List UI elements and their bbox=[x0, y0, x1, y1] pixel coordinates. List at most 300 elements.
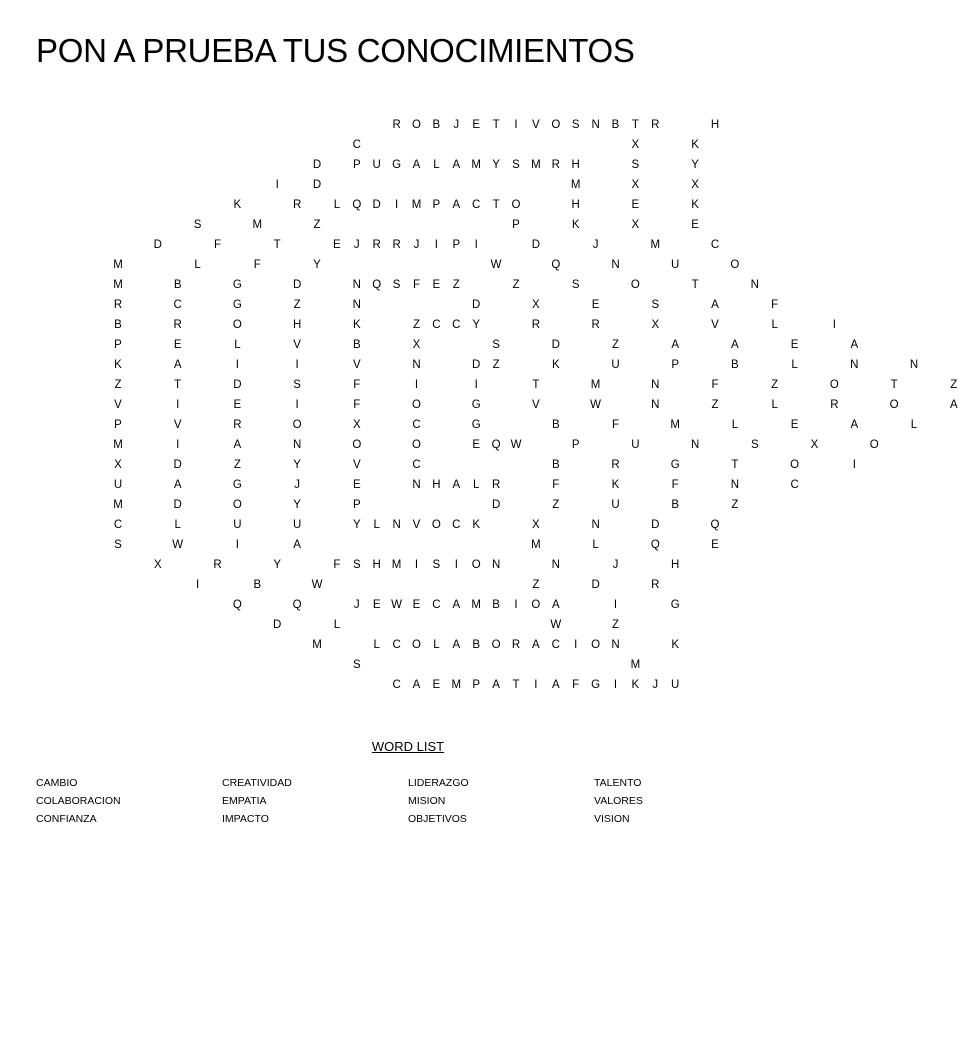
grid-letter: H bbox=[710, 119, 720, 131]
grid-letter: M bbox=[252, 219, 263, 231]
grid-letter: P bbox=[352, 159, 361, 171]
grid-letter: D bbox=[312, 159, 322, 171]
grid-letter: N bbox=[352, 279, 361, 291]
grid-letter: O bbox=[511, 199, 521, 211]
grid-letter: L bbox=[174, 519, 181, 531]
grid-letter: L bbox=[731, 419, 739, 431]
grid-letter: U bbox=[631, 439, 640, 451]
grid-letter: S bbox=[193, 219, 202, 231]
grid-letter: L bbox=[472, 479, 480, 491]
grid-letter: M bbox=[113, 259, 123, 271]
word-list-item: CONFIANZA bbox=[36, 813, 97, 825]
grid-letter: S bbox=[571, 119, 580, 131]
grid-letter: C bbox=[452, 319, 461, 331]
grid-letter: I bbox=[295, 359, 299, 371]
grid-letter: Q bbox=[491, 439, 501, 451]
grid-letter: B bbox=[611, 119, 620, 131]
grid-letter: E bbox=[472, 119, 481, 131]
grid-letter: J bbox=[612, 559, 619, 571]
grid-letter: Q bbox=[352, 199, 362, 211]
grid-letter: V bbox=[293, 339, 301, 351]
word-list-item: LIDERAZGO bbox=[408, 777, 469, 789]
grid-letter: V bbox=[352, 359, 361, 371]
grid-letter: O bbox=[869, 439, 879, 451]
grid-letter: F bbox=[611, 419, 620, 431]
word-list-item: CAMBIO bbox=[36, 777, 78, 789]
grid-letter: C bbox=[113, 519, 123, 531]
grid-letter: A bbox=[671, 339, 680, 351]
grid-letter: Z bbox=[552, 499, 560, 511]
grid-letter: Q bbox=[650, 539, 660, 551]
grid-letter: U bbox=[671, 679, 680, 691]
grid-letter: E bbox=[790, 419, 799, 431]
grid-letter: H bbox=[292, 319, 302, 331]
grid-letter: E bbox=[432, 679, 441, 691]
grid-letter: V bbox=[532, 119, 540, 131]
grid-letter: C bbox=[412, 419, 421, 431]
grid-letter: H bbox=[571, 199, 580, 211]
grid-letter: W bbox=[172, 539, 184, 551]
grid-letter: I bbox=[534, 679, 538, 691]
grid-letter: P bbox=[472, 679, 481, 691]
grid-letter: Z bbox=[611, 619, 620, 631]
grid-letter: B bbox=[472, 639, 481, 651]
grid-letter: A bbox=[850, 419, 859, 431]
grid-letter: P bbox=[432, 199, 441, 211]
grid-letter: N bbox=[412, 359, 421, 371]
grid-letter: H bbox=[671, 559, 680, 571]
grid-letter: M bbox=[471, 159, 481, 171]
grid-letter: U bbox=[113, 479, 123, 491]
grid-letter: I bbox=[514, 119, 518, 131]
grid-letter: S bbox=[571, 279, 580, 291]
grid-letter: O bbox=[829, 379, 839, 391]
grid-letter: E bbox=[472, 439, 481, 451]
grid-letter: A bbox=[949, 399, 958, 411]
grid-letter: G bbox=[232, 279, 242, 291]
grid-letter: O bbox=[491, 639, 501, 651]
grid-letter: S bbox=[114, 539, 122, 551]
grid-letter: R bbox=[491, 479, 501, 491]
grid-letter: M bbox=[531, 539, 541, 551]
grid-letter: A bbox=[711, 299, 719, 311]
grid-letter: O bbox=[412, 439, 421, 451]
grid-letter: I bbox=[514, 599, 518, 611]
grid-letter: O bbox=[471, 559, 481, 571]
grid-letter: D bbox=[591, 579, 600, 591]
grid-letter: S bbox=[492, 339, 500, 351]
grid-letter: X bbox=[532, 519, 540, 531]
grid-letter: B bbox=[352, 339, 361, 351]
grid-letter: O bbox=[412, 399, 421, 411]
grid-letter: O bbox=[551, 119, 561, 131]
grid-letter: S bbox=[432, 559, 441, 571]
grid-letter: I bbox=[414, 379, 419, 391]
grid-letter: C bbox=[710, 239, 720, 251]
grid-letter: R bbox=[531, 319, 541, 331]
grid-letter: A bbox=[551, 679, 560, 691]
grid-letter: M bbox=[113, 279, 123, 291]
grid-letter: U bbox=[233, 519, 242, 531]
grid-letter: S bbox=[352, 659, 361, 671]
grid-letter: T bbox=[691, 279, 699, 291]
grid-letter: C bbox=[452, 519, 461, 531]
grid-letter: I bbox=[613, 679, 618, 691]
grid-letter: I bbox=[454, 559, 458, 571]
grid-letter: Z bbox=[293, 299, 301, 311]
grid-letter: B bbox=[114, 319, 122, 331]
grid-letter: W bbox=[311, 579, 323, 591]
grid-letter: F bbox=[771, 299, 779, 311]
grid-letter: T bbox=[890, 379, 898, 391]
grid-letter: S bbox=[512, 159, 520, 171]
grid-letter: Z bbox=[492, 359, 500, 371]
grid-letter: T bbox=[174, 379, 182, 391]
grid-letter: J bbox=[453, 119, 460, 131]
grid-letter: M bbox=[113, 439, 123, 451]
grid-letter: E bbox=[333, 239, 341, 251]
grid-letter: J bbox=[294, 479, 300, 491]
grid-letter: Y bbox=[313, 259, 321, 271]
grid-letter: M bbox=[411, 199, 422, 211]
grid-letter: C bbox=[392, 679, 401, 691]
grid-letter: F bbox=[253, 259, 261, 271]
grid-letter: F bbox=[353, 399, 361, 411]
grid-letter: C bbox=[392, 639, 401, 651]
grid-letter: N bbox=[352, 299, 361, 311]
grid-letter: I bbox=[474, 379, 478, 391]
grid-letter: K bbox=[631, 679, 640, 691]
grid-letter: Z bbox=[313, 219, 321, 231]
grid-letter: P bbox=[114, 339, 122, 351]
grid-letter: N bbox=[909, 359, 919, 371]
grid-letter: P bbox=[671, 359, 680, 371]
grid-letter: M bbox=[650, 239, 661, 251]
grid-letter: A bbox=[452, 639, 461, 651]
grid-letter: A bbox=[452, 199, 461, 211]
grid-letter: U bbox=[292, 519, 302, 531]
grid-letter: N bbox=[730, 479, 740, 491]
grid-letter: N bbox=[392, 519, 401, 531]
grid-letter: G bbox=[670, 599, 680, 611]
grid-letter: I bbox=[176, 439, 180, 451]
grid-letter: X bbox=[810, 439, 819, 451]
grid-letter: A bbox=[233, 439, 242, 451]
grid-letter: R bbox=[113, 299, 123, 311]
grid-letter: D bbox=[173, 459, 182, 471]
grid-letter: D bbox=[233, 379, 242, 391]
grid-letter: K bbox=[671, 639, 680, 651]
grid-letter: Z bbox=[731, 499, 739, 511]
grid-letter: I bbox=[574, 639, 578, 651]
grid-letter: S bbox=[631, 159, 640, 171]
grid-letter: T bbox=[273, 239, 281, 251]
grid-letter: M bbox=[113, 499, 123, 511]
grid-letter: O bbox=[232, 319, 242, 331]
grid-letter: R bbox=[591, 319, 600, 331]
grid-letter: R bbox=[173, 319, 182, 331]
grid-letter: D bbox=[531, 239, 541, 251]
word-list-heading: WORD LIST bbox=[371, 739, 445, 754]
grid-letter: Y bbox=[352, 519, 361, 531]
grid-letter: O bbox=[531, 599, 541, 611]
grid-letter: E bbox=[372, 599, 381, 611]
grid-letter: I bbox=[275, 179, 279, 191]
grid-letter: D bbox=[551, 339, 560, 351]
grid-letter: C bbox=[173, 299, 182, 311]
grid-letter: L bbox=[771, 399, 778, 411]
grid-letter: Q bbox=[232, 599, 242, 611]
grid-letter: I bbox=[235, 359, 239, 371]
grid-letter: M bbox=[570, 179, 581, 191]
grid-letter: Z bbox=[412, 319, 421, 331]
grid-letter: O bbox=[591, 639, 601, 651]
grid-letter: U bbox=[611, 359, 620, 371]
grid-letter: D bbox=[491, 499, 501, 511]
grid-letter: P bbox=[114, 419, 122, 431]
grid-letter: S bbox=[651, 299, 660, 311]
grid-letter: L bbox=[592, 539, 599, 551]
grid-letter: T bbox=[492, 199, 500, 211]
grid-letter: O bbox=[352, 439, 362, 451]
grid-letter: L bbox=[433, 159, 440, 171]
grid-letter: N bbox=[551, 559, 560, 571]
grid-letter: O bbox=[292, 419, 302, 431]
grid-letter: A bbox=[731, 339, 739, 351]
grid-letter: V bbox=[532, 399, 540, 411]
grid-letter: D bbox=[312, 179, 322, 191]
grid-letter: C bbox=[432, 599, 441, 611]
grid-letter: Y bbox=[691, 159, 699, 171]
grid-letter: X bbox=[631, 179, 640, 191]
word-list-item: EMPATIA bbox=[222, 795, 267, 807]
grid-letter: W bbox=[391, 599, 403, 611]
word-list-item: CREATIVIDAD bbox=[222, 777, 292, 789]
grid-letter: Z bbox=[532, 579, 540, 591]
grid-letter: V bbox=[352, 459, 361, 471]
word-list-item: MISION bbox=[408, 795, 446, 807]
grid-letter: B bbox=[731, 359, 739, 371]
grid-letter: I bbox=[474, 239, 478, 251]
grid-letter: C bbox=[432, 319, 441, 331]
grid-letter: Y bbox=[293, 459, 301, 471]
grid-letter: B bbox=[492, 599, 500, 611]
grid-letter: S bbox=[293, 379, 301, 391]
grid-letter: Y bbox=[472, 319, 481, 331]
grid-letter: L bbox=[910, 419, 918, 431]
grid-letter: I bbox=[195, 579, 200, 591]
grid-letter: A bbox=[850, 339, 859, 351]
grid-letter: V bbox=[173, 419, 182, 431]
grid-letter: P bbox=[452, 239, 461, 251]
grid-letter: T bbox=[532, 379, 540, 391]
grid-letter: K bbox=[233, 199, 242, 211]
grid-letter: B bbox=[432, 119, 441, 131]
grid-letter: K bbox=[691, 139, 699, 151]
grid-letter: R bbox=[372, 239, 381, 251]
grid-letter: E bbox=[631, 199, 640, 211]
grid-letter: D bbox=[651, 519, 660, 531]
grid-letter: V bbox=[412, 519, 421, 531]
grid-letter: O bbox=[431, 519, 441, 531]
word-list-item: VALORES bbox=[594, 795, 643, 807]
grid-letter: G bbox=[232, 299, 242, 311]
grid-letter: F bbox=[711, 379, 719, 391]
grid-letter: N bbox=[412, 479, 421, 491]
grid-letter: I bbox=[394, 199, 399, 211]
grid-letter: W bbox=[550, 619, 562, 631]
grid-letter: R bbox=[392, 239, 401, 251]
grid-letter: L bbox=[333, 199, 341, 211]
grid-letter: T bbox=[492, 119, 500, 131]
grid-letter: G bbox=[232, 479, 242, 491]
grid-letter: I bbox=[235, 539, 239, 551]
grid-letter: X bbox=[631, 219, 640, 231]
grid-letter: A bbox=[532, 639, 540, 651]
grid-letter: L bbox=[194, 259, 201, 271]
grid-letter: R bbox=[651, 579, 660, 591]
grid-letter: N bbox=[651, 379, 660, 391]
grid-letter: Q bbox=[551, 259, 561, 271]
grid-letter: I bbox=[852, 459, 856, 471]
grid-letter: A bbox=[551, 599, 560, 611]
grid-letter: D bbox=[292, 279, 302, 291]
grid-letter: I bbox=[832, 319, 836, 331]
grid-letter: M bbox=[670, 419, 680, 431]
grid-letter: O bbox=[412, 639, 421, 651]
grid-letter: Z bbox=[114, 379, 122, 391]
grid-letter: M bbox=[590, 379, 601, 391]
grid-letter: A bbox=[412, 679, 421, 691]
grid-letter: C bbox=[790, 479, 799, 491]
grid-letter: W bbox=[590, 399, 602, 411]
grid-letter: E bbox=[233, 399, 242, 411]
grid-letter: T bbox=[731, 459, 739, 471]
grid-letter: K bbox=[114, 359, 122, 371]
grid-letter: J bbox=[592, 239, 599, 251]
grid-letter: R bbox=[511, 639, 521, 651]
grid-letter: B bbox=[253, 579, 262, 591]
grid-letter: W bbox=[490, 259, 502, 271]
grid-letter: R bbox=[392, 119, 401, 131]
word-list bbox=[36, 774, 780, 828]
grid-letter: O bbox=[232, 499, 242, 511]
grid-letter: Q bbox=[710, 519, 720, 531]
grid-letter: D bbox=[153, 239, 162, 251]
grid-letter: M bbox=[531, 159, 541, 171]
grid-letter: T bbox=[512, 679, 520, 691]
grid-letter: I bbox=[414, 559, 419, 571]
grid-letter: D bbox=[173, 499, 182, 511]
grid-letter: N bbox=[611, 639, 620, 651]
grid-letter: X bbox=[532, 299, 540, 311]
grid-letter: S bbox=[750, 439, 759, 451]
grid-letter: E bbox=[432, 279, 441, 291]
grid-letter: X bbox=[114, 459, 122, 471]
grid-letter: L bbox=[771, 319, 778, 331]
grid-letter: R bbox=[292, 199, 302, 211]
grid-letter: X bbox=[153, 559, 162, 571]
grid-letter: L bbox=[333, 619, 341, 631]
grid-letter: I bbox=[613, 599, 618, 611]
grid-letter: B bbox=[671, 499, 680, 511]
grid-letter: O bbox=[730, 259, 740, 271]
grid-letter: R bbox=[213, 559, 222, 571]
grid-letter: Z bbox=[711, 399, 719, 411]
grid-letter: L bbox=[373, 639, 380, 651]
grid-letter: H bbox=[571, 159, 580, 171]
grid-letter: O bbox=[630, 279, 640, 291]
grid-letter: P bbox=[512, 219, 520, 231]
grid-letter: Q bbox=[292, 599, 302, 611]
grid-letter: Z bbox=[950, 379, 958, 391]
grid-letter: O bbox=[790, 459, 800, 471]
grid-letter: G bbox=[471, 399, 481, 411]
grid-letter: A bbox=[173, 359, 182, 371]
grid-letter: L bbox=[234, 339, 241, 351]
grid-letter: T bbox=[631, 119, 639, 131]
grid-letter: K bbox=[551, 359, 560, 371]
grid-letter: A bbox=[452, 479, 461, 491]
grid-letter: A bbox=[412, 159, 421, 171]
grid-letter: D bbox=[372, 199, 381, 211]
grid-letter: J bbox=[353, 239, 360, 251]
grid-letter: A bbox=[492, 679, 500, 691]
grid-letter: M bbox=[391, 559, 402, 571]
word-list-item: OBJETIVOS bbox=[408, 813, 467, 825]
grid-letter: N bbox=[591, 119, 600, 131]
grid-letter: K bbox=[611, 479, 620, 491]
word-list-item: COLABORACION bbox=[36, 795, 121, 807]
grid-letter: F bbox=[671, 479, 679, 491]
page-title: PON A PRUEBA TUS CONOCIMIENTOS bbox=[36, 32, 635, 69]
grid-letter: F bbox=[213, 239, 222, 251]
grid-letter: Z bbox=[771, 379, 779, 391]
word-list-item: TALENTO bbox=[594, 777, 642, 789]
grid-letter: F bbox=[353, 379, 361, 391]
grid-letter: Z bbox=[512, 279, 520, 291]
grid-letter: U bbox=[671, 259, 680, 271]
grid-letter: N bbox=[750, 279, 759, 291]
grid-letter: Y bbox=[492, 159, 500, 171]
grid-letter: L bbox=[791, 359, 798, 371]
grid-letter: X bbox=[691, 179, 699, 191]
grid-letter: N bbox=[850, 359, 859, 371]
grid-letter: X bbox=[631, 139, 640, 151]
grid-letter: J bbox=[353, 599, 360, 611]
grid-letter: E bbox=[790, 339, 799, 351]
grid-letter: I bbox=[434, 239, 438, 251]
grid-letter: F bbox=[552, 479, 560, 491]
grid-letter: R bbox=[830, 399, 839, 411]
grid-letter: X bbox=[352, 419, 361, 431]
grid-letter: A bbox=[293, 539, 301, 551]
grid-letter: H bbox=[432, 479, 441, 491]
grid-letter: C bbox=[352, 139, 361, 151]
grid-letter: S bbox=[392, 279, 401, 291]
grid-letter: J bbox=[413, 239, 420, 251]
grid-letter: N bbox=[292, 439, 302, 451]
grid-letter: N bbox=[491, 559, 501, 571]
grid-letter: B bbox=[173, 279, 182, 291]
grid-letter: E bbox=[591, 299, 600, 311]
grid-letter: A bbox=[452, 599, 461, 611]
grid-letter: R bbox=[611, 459, 620, 471]
grid-letter: E bbox=[691, 219, 699, 231]
grid-letter: L bbox=[433, 639, 440, 651]
grid-letter: V bbox=[114, 399, 122, 411]
grid-letter: M bbox=[312, 639, 322, 651]
